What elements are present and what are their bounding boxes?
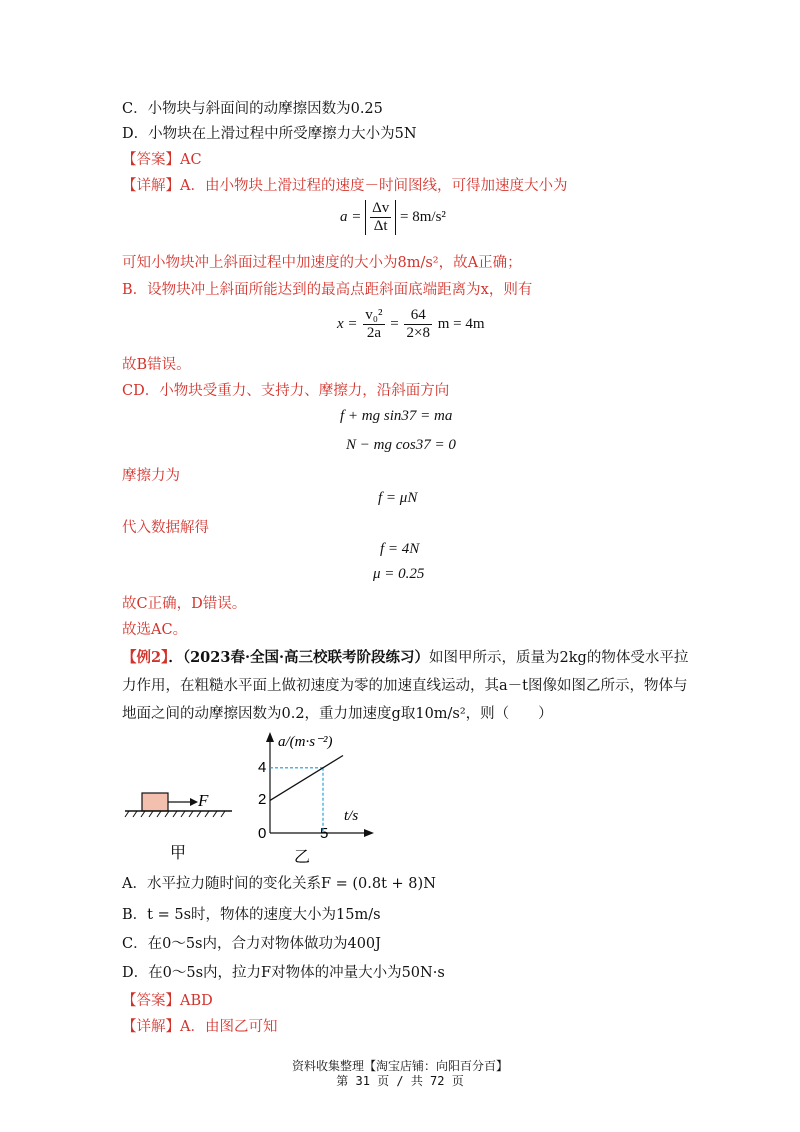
eq-x-num1: v₀² xyxy=(365,307,383,323)
ex2-line1 xyxy=(122,648,688,668)
x-axis-label: t/s xyxy=(344,808,359,824)
c-correct: 故C正确，D错误。 xyxy=(122,596,247,612)
y-axis-label: a/(m·s⁻²) xyxy=(278,734,333,750)
eq-x-den2: 2×8 xyxy=(406,325,430,341)
option-b: B．t = 5s时，物体的速度大小为15m/s xyxy=(122,907,381,923)
b-wrong: 故B错误。 xyxy=(122,357,191,373)
eq-cd1: f + mg sin37 = ma xyxy=(340,408,453,424)
figure-jia xyxy=(120,780,250,860)
x-axis-arrow xyxy=(364,829,374,837)
eq-f-val: f = 4N xyxy=(380,541,420,557)
tick-label-2: 2 xyxy=(258,791,267,808)
series-line xyxy=(270,755,343,800)
option-c-prev: C．小物块与斜面间的动摩擦因数为0.25 xyxy=(122,101,383,117)
detail-1-a: 【详解】A．由小物块上滑过程的速度－时间图线，可得加速度大小为 xyxy=(122,178,568,194)
ex2-line1-rest: 如图甲所示，质量为2kg的物体受水平拉 xyxy=(429,650,689,666)
tick-label-0: 0 xyxy=(258,825,267,842)
tick-label-5: 5 xyxy=(320,825,329,842)
option-d: D．在0～5s内，拉力F对物体的冲量大小为50N·s xyxy=(122,965,445,981)
option-a: A．水平拉力随时间的变化关系F = (0.8t + 8)N xyxy=(122,876,436,892)
eq-mu-val: μ = 0.25 xyxy=(373,566,425,582)
option-d-prev: D．小物块在上滑过程中所受摩擦力大小为5N xyxy=(122,126,417,142)
y-axis-arrow xyxy=(266,732,274,742)
eq-cd2: N − mg cos37 = 0 xyxy=(346,437,456,453)
ground-hatch xyxy=(125,811,225,817)
detail-2: 【详解】A．由图乙可知 xyxy=(122,1019,278,1035)
block xyxy=(142,793,168,811)
equation-a xyxy=(340,200,446,235)
figure-yi-label: 乙 xyxy=(294,847,311,866)
footer-page-number: 第 31 页 / 共 72 页 xyxy=(336,1074,464,1088)
a-conclusion: 可知小物块冲上斜面过程中加速度的大小为8m/s²，故A正确； xyxy=(122,255,522,271)
eq-a-num: Δv xyxy=(372,200,390,216)
choose-ac: 故选AC。 xyxy=(122,622,188,638)
substitute-label: 代入数据解得 xyxy=(122,520,209,536)
option-c: C．在0～5s内，合力对物体做功为400J xyxy=(122,936,381,952)
footer-source: 资料收集整理【淘宝店铺：向阳百分百】 xyxy=(291,1059,508,1073)
ex2-source: ．（2023春·全国·高三校联考阶段练习） xyxy=(168,649,430,666)
force-arrowhead xyxy=(190,798,198,806)
eq-a-abs xyxy=(365,200,396,235)
answer-1: 【答案】AC xyxy=(122,152,202,168)
eq-f: f = μN xyxy=(378,490,418,506)
eq-x-den1: 2a xyxy=(366,325,381,341)
force-label: F xyxy=(198,791,209,810)
eq-a-den: Δt xyxy=(373,218,388,234)
eq-x-lhs: x = xyxy=(337,315,358,332)
eq-x-rhs: m = 4m xyxy=(437,315,485,332)
ex2-tag: 【例2】 xyxy=(122,649,169,666)
ex2-line2: 力作用，在粗糙水平面上做初速度为零的加速直线运动，其a－t图像如图乙所示，物体与 xyxy=(122,678,688,694)
figure-jia-label: 甲 xyxy=(170,843,187,860)
figure-yi-chart xyxy=(248,728,408,868)
eq-a-lhs: a = xyxy=(340,208,362,225)
cd-text: CD．小物块受重力、支持力、摩擦力，沿斜面方向 xyxy=(122,383,450,399)
answer-2: 【答案】ABD xyxy=(122,993,213,1009)
ex2-line3: 地面之间的动摩擦因数为0.2，重力加速度g取10m/s²，则（ ） xyxy=(122,706,553,722)
b-text: B．设物块冲上斜面所能达到的最高点距斜面底端距离为x，则有 xyxy=(122,282,533,298)
friction-label: 摩擦力为 xyxy=(122,468,180,484)
eq-x-num2: 64 xyxy=(404,307,431,325)
equation-x: x = $\frac{\text{v₀²}}{2a}$ = $\frac{64}{2\times 8}$ m = 4m xyxy=(337,307,485,341)
tick-label-4: 4 xyxy=(258,759,267,776)
eq-a-rhs: = 8m/s² xyxy=(400,208,446,225)
